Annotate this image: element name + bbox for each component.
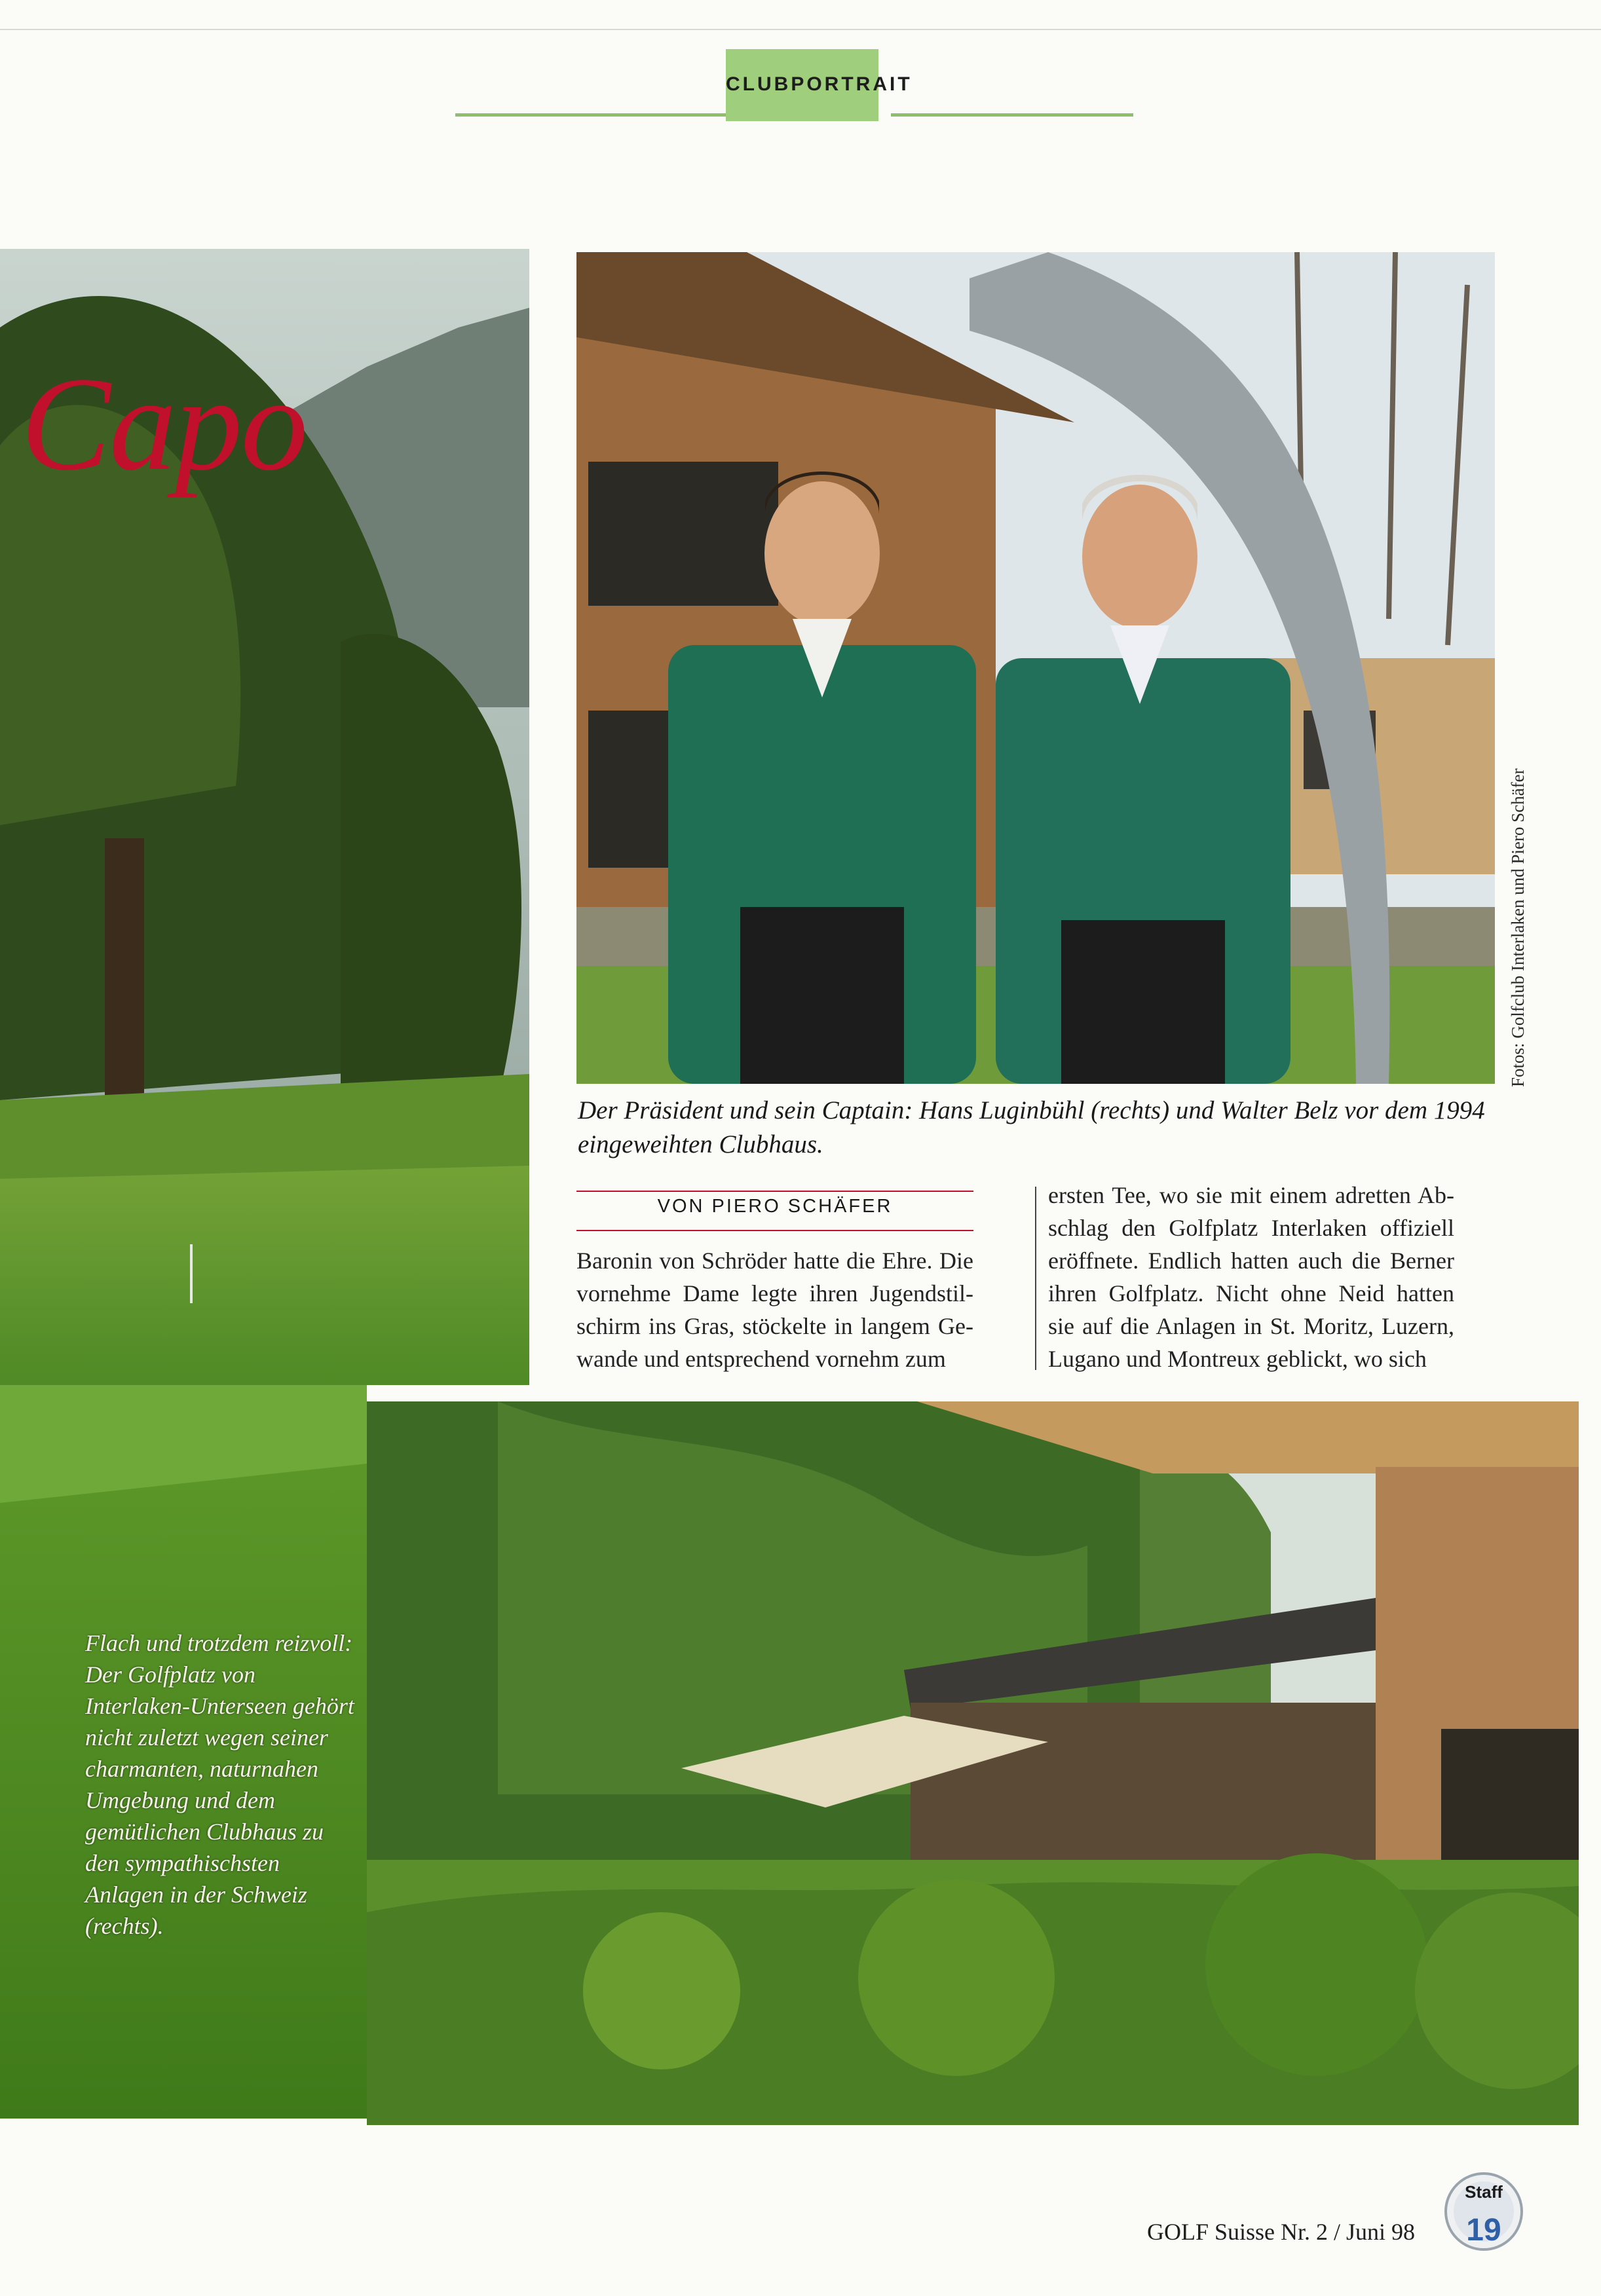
publication-info: GOLF Suisse Nr. 2 / Juni 98 — [1146, 2219, 1415, 2245]
article-column-1: Baronin von Schröder hatte die Ehre. Die vornehme Dame legte ihren Jugendstilschirm ins Gras, stöckelte in langem Gewande und entsprechend vornehm zum — [576, 1248, 973, 1372]
badge-brand: Staff — [1465, 2182, 1503, 2202]
byline: VON PIERO SCHÄFER — [657, 1196, 893, 1217]
photo-credit: Fotos: Golfclub Interlaken und Piero Schäfer — [1508, 768, 1528, 1087]
byline-rule-bottom — [576, 1230, 973, 1231]
article-column-2: ersten Tee, wo sie mit einem adretten Abschlag den Golfplatz Interlaken offiziell eröffnete. Endlich hatten auch die Berner ihren Golfplatz. Nicht ohne Neid hatten sie auf die Anlagen in St. Moritz, Luzern, Lugano und Montreux geblickt, wo sich — [1048, 1182, 1454, 1372]
header-rule-right — [891, 113, 1133, 117]
section-label: CLUBPORTRAIT — [726, 73, 913, 95]
presidents-photo — [576, 252, 1495, 1084]
byline-rule-top — [576, 1191, 973, 1192]
column-divider — [1035, 1187, 1036, 1370]
page-number: 19 — [1466, 2213, 1501, 2248]
clubhouse-photo — [367, 1401, 1579, 2125]
photo-caption: Der Präsident und sein Captain: Hans Luginbühl (rechts) und Walter Belz vor dem 1994 eingeweihten Clubhaus. — [578, 1096, 1485, 1158]
top-rule — [0, 29, 1601, 30]
side-photo-caption: Flach und trotzdem reizvoll: Der Golfplatz von Interlaken-Unterseen gehört nicht zuletzt wegen seiner charmanten, naturnahen Umgebung und dem gemütlichen Clubhaus zu den sympathischsten Anlagen in der Schweiz (rechts). — [85, 1630, 354, 1939]
headline: Capo — [21, 350, 307, 498]
header-rule-left — [455, 113, 730, 117]
